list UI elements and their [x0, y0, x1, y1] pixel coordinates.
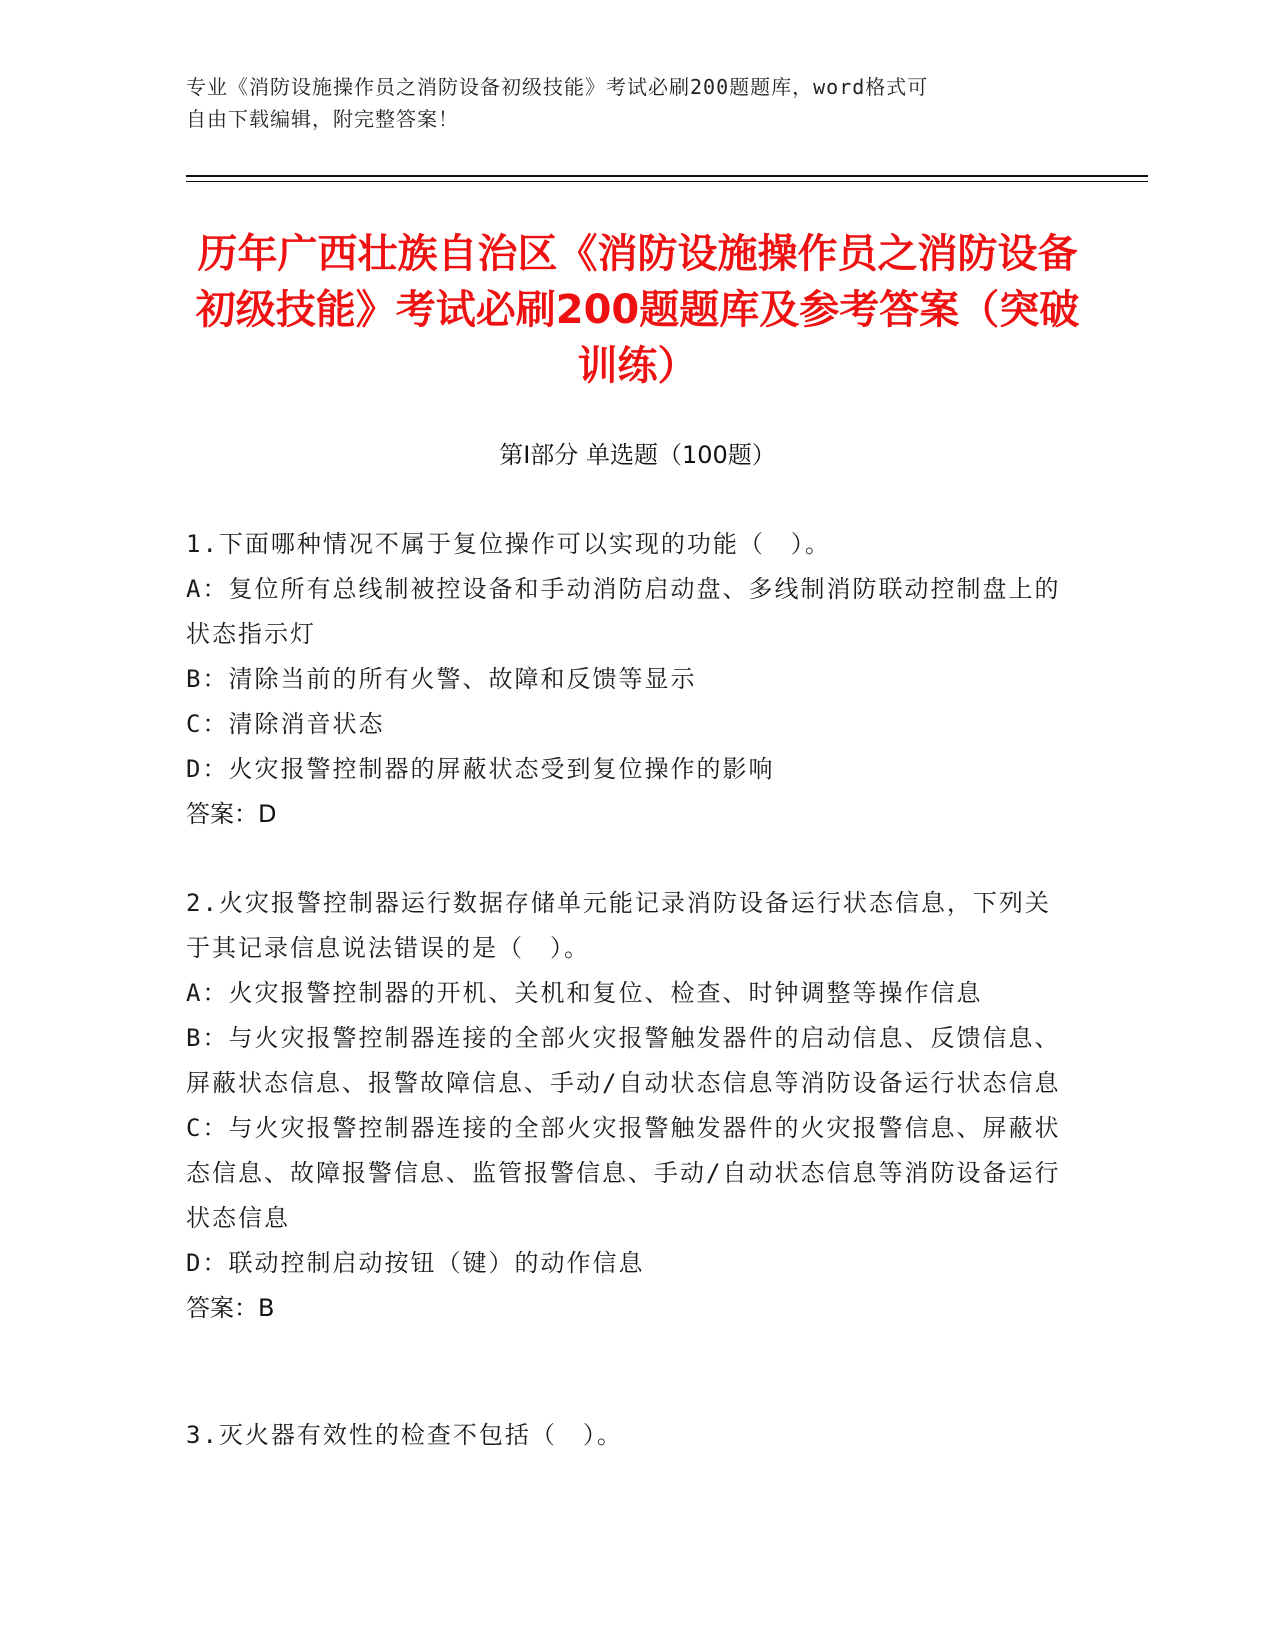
option-b: B：与火灾报警控制器连接的全部火灾报警触发器件的启动信息、反馈信息、屏蔽状态信息、报警故障信息、手动/自动状态信息等消防设备运行状态信息	[186, 1024, 1061, 1097]
option-c: C：与火灾报警控制器连接的全部火灾报警触发器件的火灾报警信息、屏蔽状态信息、故障报警信息、监管报警信息、手动/自动状态信息等消防设备运行状态信息	[186, 1114, 1061, 1232]
option-a: A：复位所有总线制被控设备和手动消防启动盘、多线制消防联动控制盘上的状态指示灯	[186, 575, 1061, 648]
answer-line: 答案：B	[186, 1294, 275, 1322]
question-stem: 2.火灾报警控制器运行数据存储单元能记录消防设备运行状态信息，下列关于其记录信息说法错误的是（ ）。	[186, 889, 1051, 962]
question-1	[186, 522, 1066, 837]
header-note	[186, 71, 1066, 135]
question-3	[186, 1413, 1066, 1458]
header-note-line-1: 专业《消防设施操作员之消防设备初级技能》考试必刷200题题库，word格式可	[186, 75, 929, 99]
header-note-line-2: 自由下载编辑，附完整答案！	[186, 107, 459, 131]
answer-line: 答案：D	[186, 800, 277, 828]
section-heading: 第Ⅰ部分 单选题（100题）	[499, 441, 776, 469]
header-divider-thin	[186, 181, 1148, 182]
option-b: B：清除当前的所有火警、故障和反馈等显示	[186, 665, 697, 693]
header-divider-thick	[186, 175, 1148, 177]
question-2	[186, 881, 1066, 1331]
option-d: D：火灾报警控制器的屏蔽状态受到复位操作的影响	[186, 755, 775, 783]
question-stem: 3.灭火器有效性的检查不包括（ ）。	[186, 1421, 623, 1449]
document-title: 历年广西壮族自治区《消防设施操作员之消防设备初级技能》考试必刷200题题库及参考答案（突破训练）	[195, 231, 1080, 389]
option-d: D：联动控制启动按钮（键）的动作信息	[186, 1249, 645, 1277]
question-stem: 1.下面哪种情况不属于复位操作可以实现的功能（ ）。	[186, 530, 831, 558]
option-c: C：清除消音状态	[186, 710, 385, 738]
option-a: A：火灾报警控制器的开机、关机和复位、检查、时钟调整等操作信息	[186, 979, 983, 1007]
